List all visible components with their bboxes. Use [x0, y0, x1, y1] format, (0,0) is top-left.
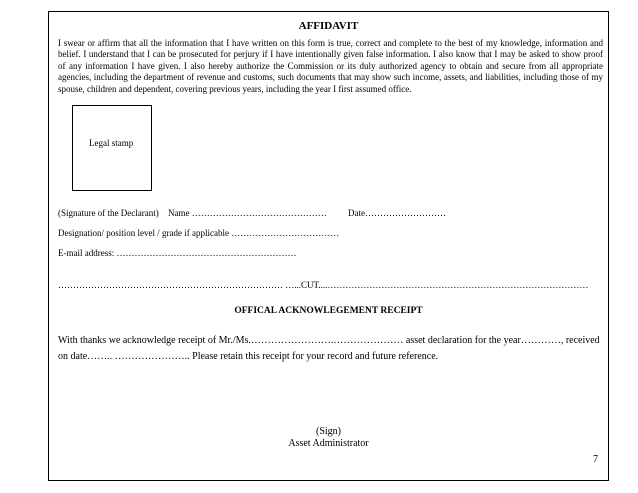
- email-field: E-mail address: ……………………………………………………: [58, 248, 297, 258]
- date-field: Date………………………: [348, 208, 446, 218]
- legal-stamp-label: Legal stamp: [89, 138, 134, 148]
- sign-title: Asset Administrator: [288, 438, 369, 449]
- signature-label: (Signature of the Declarant): [58, 208, 159, 218]
- page-number: 7: [593, 454, 598, 465]
- receipt-line-2: on date…….. ………………….. Please retain this receipt for your record and future reference.: [58, 351, 439, 362]
- cut-line: ………………………………………………………………… …...CUT....……………………………………………………………………………: [58, 280, 589, 290]
- name-field: Name ………………………………………: [168, 208, 327, 218]
- receipt-heading: OFFICAL ACKNOWLEGEMENT RECEIPT: [234, 306, 423, 316]
- sign-label: (Sign): [316, 426, 341, 437]
- receipt-line-1: With thanks we acknowledge receipt of Mr./Ms.…………………….………………… asset declaration for the year…………, received: [58, 335, 600, 346]
- affidavit-title: AFFIDAVIT: [298, 20, 359, 32]
- legal-stamp-box: [72, 105, 152, 191]
- designation-field: Designation/ position level / grade if applicable ………………………………: [58, 228, 340, 238]
- receipt-text: [58, 333, 603, 365]
- affidavit-paragraph: I swear or affirm that all the information that I have written on this form is true, correct and complete to the best of my knowledge, information and belief. I understand that I can be prosecuted for perjury if I have intentionally given false information. I also know that I may be asked to show proof of any information I have given. I also hereby authorize the Commission or its duly authorized agency to obtain and secure from all appropriate agencies, including the department of revenue and customs, such documents that may show such income, assets, and liabilities, including those of my spouse, children and dependent, covering previous years, including the year I first assumed office.: [58, 38, 603, 94]
